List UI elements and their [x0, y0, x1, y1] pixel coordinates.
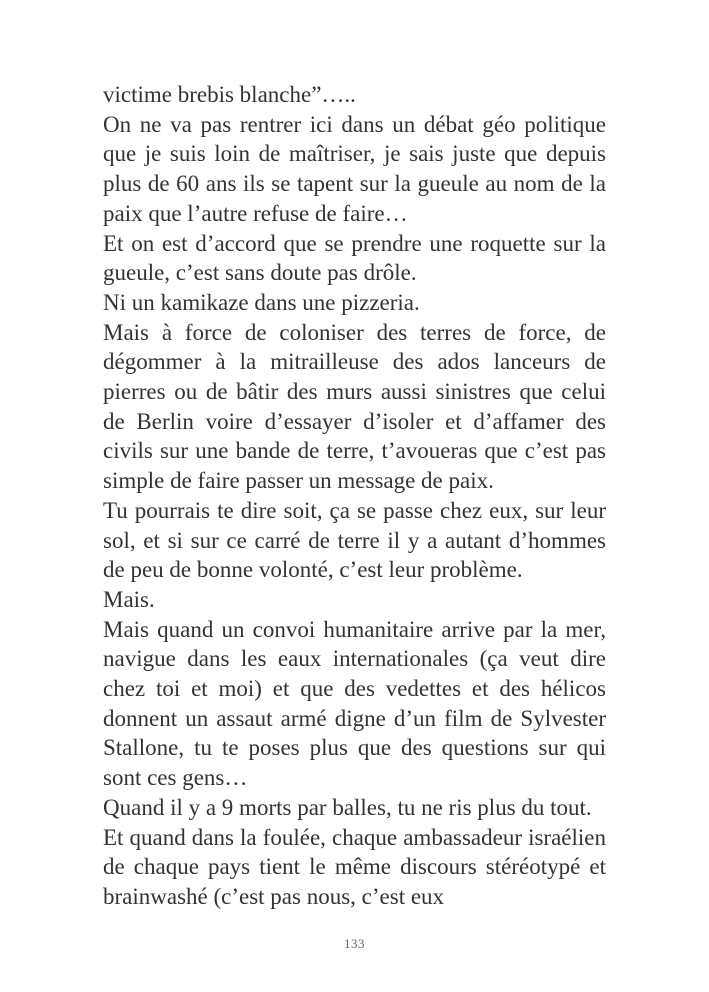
paragraph: Et quand dans la foulée, chaque ambassadeur israélien de chaque pays tient le même discours stéréotypé et brainwashé (c’est pas nous, c’est eux	[103, 824, 606, 909]
page-number: 133	[344, 936, 365, 951]
paragraph: Tu pourrais te dire soit, ça se passe chez eux, sur leur sol, et si sur ce carré de terre il y a autant d’hommes de peu de bonne volonté, c’est leur problème.	[103, 497, 606, 583]
paragraph: Et on est d’accord que se prendre une roquette sur la gueule, c’est sans doute pas drôle.	[103, 230, 606, 286]
paragraph: Ni un kamikaze dans une pizzeria.	[103, 289, 420, 315]
paragraph: Mais.	[103, 586, 155, 612]
paragraph: Mais à force de coloniser des terres de force, de dégommer à la mitrailleuse des ados lanceurs de pierres ou de bâtir des murs aussi sinistres que celui de Berlin voire d’essayer d’isoler et d’affamer des civils sur une bande de terre, t’avoueras que c’est pas simple de faire passer un message de paix.	[103, 319, 606, 494]
paragraph: Quand il y a 9 morts par balles, tu ne ris plus du tout.	[103, 794, 592, 820]
paragraph: On ne va pas rentrer ici dans un débat géo politique que je suis loin de maîtriser, je sais juste que depuis plus de 60 ans ils se tapent sur la gueule au nom de la paix que l’autre refuse de faire…	[103, 111, 606, 226]
paragraph: Mais quand un convoi humanitaire arrive par la mer, navigue dans les eaux internationales (ça veut dire chez toi et moi) et que des vedettes et des hélicos donnent un assaut armé digne d’un film de Sylvester Stallone, tu te poses plus que des questions sur qui sont ces gens…	[103, 616, 606, 791]
paragraph: victime brebis blanche”…..	[103, 82, 356, 107]
body-text	[103, 80, 606, 912]
